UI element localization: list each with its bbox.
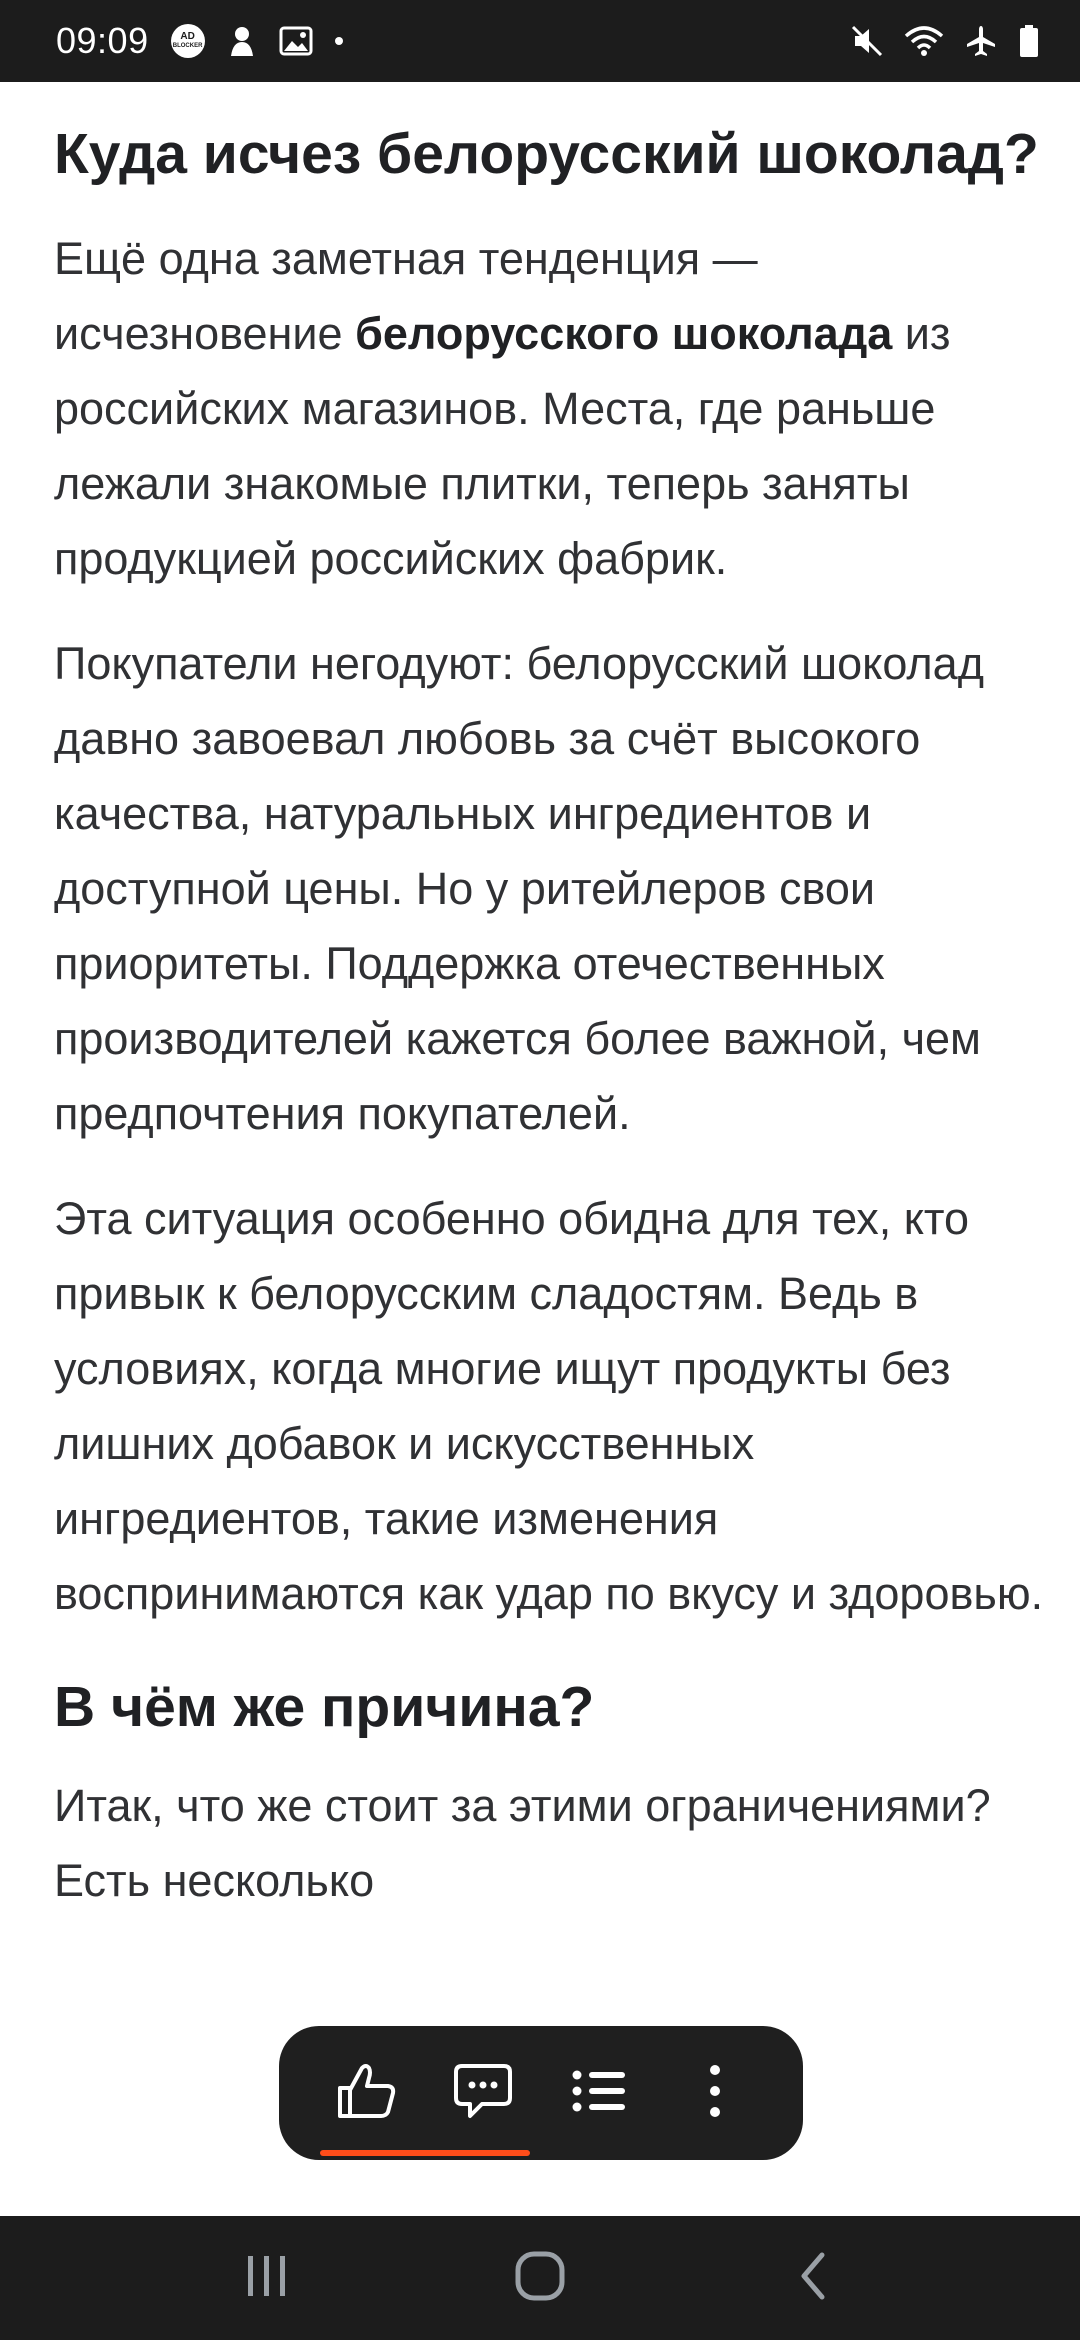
recent-apps-button[interactable] <box>207 2228 327 2328</box>
back-icon <box>796 2251 830 2306</box>
table-of-contents-icon <box>571 2067 627 2120</box>
adblocker-icon <box>171 24 205 58</box>
bold-text: белорусского шоколада <box>355 308 893 359</box>
article-action-bar <box>279 2026 803 2160</box>
status-bar <box>0 0 1080 82</box>
home-button[interactable] <box>480 2228 600 2328</box>
table-of-contents-button[interactable] <box>549 2043 649 2143</box>
image-icon <box>279 26 313 56</box>
adblocker-label-bottom: BLOCKER <box>172 43 203 49</box>
more-options-button[interactable] <box>665 2043 765 2143</box>
comments-button[interactable] <box>433 2043 533 2143</box>
status-time: 09:09 <box>56 20 149 61</box>
wifi-icon <box>904 24 944 58</box>
paragraph-text: из российских магазинов. Места, где раньше лежали знакомые плитки, теперь заняты продукцией российских фабрик. <box>54 308 951 584</box>
back-button[interactable] <box>753 2228 873 2328</box>
mute-icon <box>850 24 884 58</box>
airplane-mode-icon <box>964 24 998 58</box>
article-body <box>54 118 1044 1918</box>
notification-app-icon <box>227 24 257 58</box>
system-navigation-bar <box>0 2216 1080 2340</box>
article-paragraph: Эта ситуация особенно обидна для тех, кто привык к белорусским сладостям. Ведь в условиях, когда многие ищут продукты без лишних добавок и искусственных ингредиентов, такие изменения воспринимаются как удар по вкусу и здоровью. <box>54 1193 1044 1619</box>
section-heading: Куда исчез белорусский шоколад? <box>54 122 1039 186</box>
paragraph-text: Ещё одна заметная тенденция — исчезновение <box>54 233 758 359</box>
article-paragraph: Итак, что же стоит за этими ограничениями? Есть несколько <box>54 1780 991 1906</box>
like-button[interactable] <box>317 2043 417 2143</box>
comment-icon <box>452 2062 514 2125</box>
more-notifications-dot-icon <box>335 37 343 45</box>
article-paragraph <box>54 221 1044 596</box>
section-heading: В чём же причина? <box>54 1675 595 1739</box>
article-paragraph: Покупатели негодуют: белорусский шоколад давно завоевал любовь за счёт высокого качества, натуральных ингредиентов и доступной цены. Но у ритейлеров свои приоритеты. Поддержка отечественных производителей кажется более важной, чем предпочтения покупателей. <box>54 638 984 1139</box>
more-vertical-icon <box>708 2063 722 2124</box>
battery-icon <box>1018 24 1040 58</box>
adblocker-label-top: AD <box>180 31 195 42</box>
thumbs-up-icon <box>336 2062 398 2125</box>
reading-progress-indicator <box>320 2150 530 2156</box>
recent-apps-icon <box>244 2254 290 2303</box>
home-icon <box>514 2250 566 2307</box>
